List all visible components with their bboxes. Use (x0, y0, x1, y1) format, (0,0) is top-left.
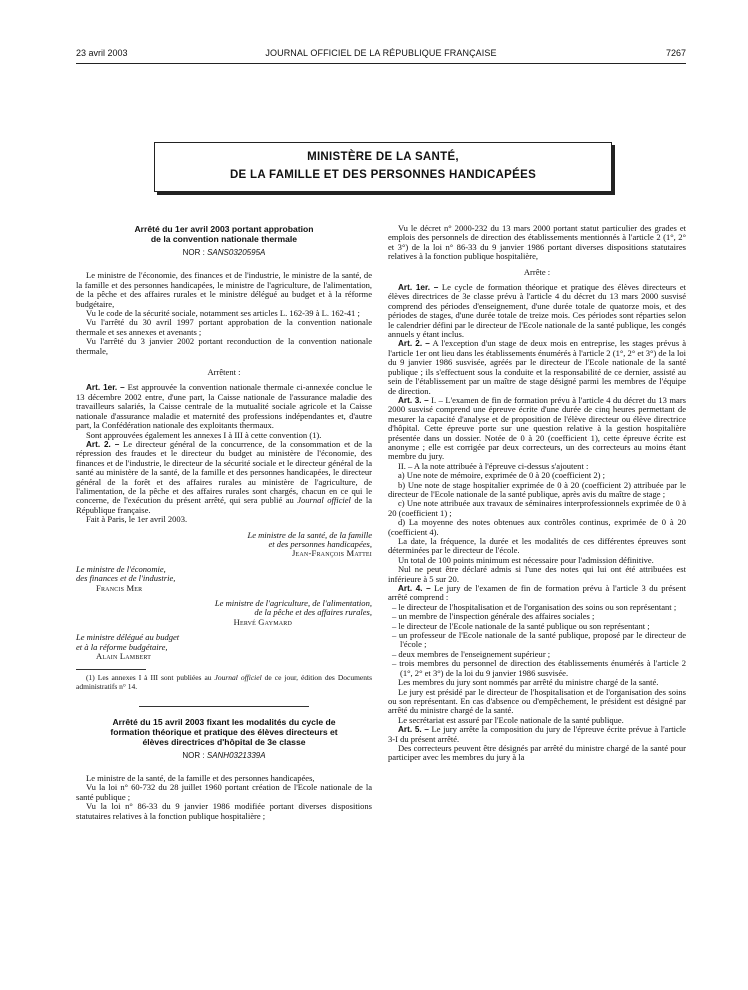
right-column (388, 224, 686, 763)
arrete2-article-3-c: c) Une note attribuée aux travaux de séminaires interprofessionnels exprimée de 0 à 20 (coefficient 1) ; (388, 498, 686, 518)
arrete2-article-4-c: Le jury est présidé par le directeur de l'hospitalisation et de l'organisation des soins ou son représentant. En cas d'absence ou d'empêchement, le président est désigné par arrêté du ministre chargé de la santé. (388, 686, 686, 716)
ministry-heading-box (154, 142, 612, 192)
arrete2-vu-2: Vu la loi n° 86-33 du 9 janvier 1986 modifiée portant diverses dispositions statutaires relatives à la fonction publique hospitalière ; (76, 801, 372, 821)
arrete1-preamble: Le ministre de l'économie, des finances et de l'industrie, le ministre de la santé, de la famille et des personnes handicapées, le ministre de l'agriculture, de l'alimentation, de la pêche et des affaires rurales et le ministre délégué au budget et à la réforme budgétaire, (76, 270, 372, 309)
arrete1-vu-2: Vu l'arrêté du 30 avril 1997 portant approbation de la convention nationale thermale et ses annexes et avenants ; (76, 317, 372, 337)
jury-member: – trois membres du personnel de direction des établissements énumérés à l'article 2 (1°, 2° et 3°) de la loi du 9 janvier 1986 susvisée. (392, 658, 686, 678)
arrete2-article-3-a: a) Une note de mémoire, exprimée de 0 à 20 (coefficient 2) ; (398, 470, 606, 481)
arrete2-title: Arrêté du 15 avril 2003 fixant les modalités du cycle de formation théorique et pratique des élèves directeurs et élèves directrices d'hôpital de 3e classe (110, 716, 338, 747)
arrete2-article-5-b: Des correcteurs peuvent être désignés par arrêté du ministre chargé de la santé pour participer avec les membres du jury à la (388, 742, 686, 763)
arrete1-vu-1: Vu le code de la sécurité sociale, notamment ses articles L. 162-39 à L. 162-41 ; (86, 308, 360, 319)
arrete1-arretent: Arrêtent : (207, 367, 241, 378)
footnote: (1) Les annexes I à III sont publiées au Journal officiel de ce jour, édition des Documents administratifs n° 14. (76, 673, 372, 692)
left-column (76, 224, 372, 821)
arrete2-article-3-ii: II. – A la note attribuée à l'épreuve ci-dessus s'ajoutent : (398, 460, 589, 471)
jury-member: – le directeur de l'hospitalisation et de l'organisation des soins ou son représentant ; (392, 601, 677, 612)
arrete1-article-2: Art. 2. – Le directeur général de la concurrence, de la consommation et de la répression des fraudes et le directeur du budget au ministère de l'économie, des finances et de l'industrie, le directeur de la sécurité sociale et le directeur général de la santé au ministère de la santé, de la famille et des personnes handicapées, le directeur général de la forêt et des affaires rurales au ministère de l'agriculture, de l'alimentation, de la pêche et des affaires rurales sont chargés, chacun en ce qui le concerne, de l'exécution du présent arrêté, qui sera publié au Journal officiel de la République française. (76, 438, 372, 515)
header-rule (76, 63, 686, 64)
arrete2-article-5: Art. 5. – Le jury arrête la composition du jury de l'épreuve écrite prévue à l'article 3-I du présent arrêté. (388, 724, 686, 744)
running-header (76, 48, 686, 62)
jury-member: – deux membres de l'enseignement supérieur ; (392, 648, 551, 659)
arrete2-article-4-b: Les membres du jury sont nommés par arrêté du ministre chargé de la santé. (398, 677, 659, 688)
arrete2-article-4: Art. 4. – Le jury de l'examen de fin de formation prévu à l'article 3 du présent arrêté comprend : (388, 583, 686, 603)
jury-member: – un professeur de l'Ecole nationale de la santé publique, proposé par le directeur de l'école ; (392, 630, 686, 650)
section-separator (139, 706, 309, 707)
footnote-rule (76, 669, 146, 670)
arrete2-article-2: Art. 2. – A l'exception d'un stage de deux mois en entreprise, les stages prévus à l'article 1er ont lieu dans les établissements énumérés à l'article 2 (1°, 2° et 3°) de la loi du 9 janvier 1986 susvisée, agréés par le directeur de l'Ecole nationale de la santé publique ; ils s'effectuent sous la conduite et la responsabilité de ce dernier, assisté au sein de l'établissement par un maître de stage désigné parmi les membres de l'équipe de direction. (388, 338, 686, 396)
jury-member: – un membre de l'inspection générale des affaires sociales ; (392, 611, 595, 622)
arrete2-vu-1: Vu la loi n° 60-732 du 28 juillet 1960 portant création de l'Ecole nationale de la santé publique ; (76, 782, 372, 802)
ministry-heading-line1: MINISTÈRE DE LA SANTÉ, (307, 151, 459, 163)
signature-agriculture: Le ministre de l'agriculture, de l'alimentation, de la pêche et des affaires rurales, Hervé Gaymard (214, 598, 372, 627)
arrete2-article-3-d: d) La moyenne des notes obtenues aux contrôles continus, exprimée de 0 à 20 (coefficient 4). (388, 517, 686, 537)
arrete2-article-3-b: b) Une note de stage hospitalier exprimée de 0 à 20 (coefficient 2) attribuée par le directeur de l'Ecole nationale de la santé publique, après avis du maître de stage ; (388, 479, 686, 499)
arrete2-article-3-e: La date, la fréquence, la durée et les modalités de ces différentes épreuves sont déterminées par le directeur de l'école. (388, 536, 686, 556)
arrete1-vu-3: Vu l'arrêté du 3 janvier 2002 portant reconduction de la convention nationale thermale, (76, 336, 372, 356)
signature-sante: Le ministre de la santé, de la famille et des personnes handicapées, Jean-François Mattei (247, 529, 372, 559)
arrete2-preamble: Le ministre de la santé, de la famille et des personnes handicapées, (86, 773, 315, 784)
arrete2-arrete: Arrête : (523, 266, 551, 277)
arrete2-vu-3: Vu le décret n° 2000-232 du 13 mars 2000 portant statut particulier des grades et emplois des personnels de direction des établissements mentionnés à l'article 2 (1°, 2° et 3°) de la loi n° 86-33 du 9 janvier 1986 portant diverses dispositions statutaires relatives à la fonction publique hospitalière, (388, 223, 686, 262)
ministry-heading-line2: DE LA FAMILLE ET DES PERSONNES HANDICAPÉES (229, 169, 537, 181)
arrete1-fait: Fait à Paris, le 1er avril 2003. (86, 514, 188, 525)
arrete1-article-1b: Sont approuvées également les annexes I à III à cette convention (1). (86, 429, 322, 440)
arrete2-article-3: Art. 3. – I. – L'examen de fin de formation prévu à l'article 4 du décret du 13 mars 2000 susvisé comprend une épreuve écrite d'une durée de cinq heures permettant de mesurer la capacité d'analyse et de proposition de l'élève directeur ou élève directrice d'hôpital. Cette épreuve porte sur une question relative à la gestion hospitalière présentée dans un dossier. Notée de 0 à 20 (coefficient 1), cette épreuve écrite est anonyme ; elle est corrigée par deux correcteurs, un des correcteurs au moins étant membre du jury. (388, 394, 686, 462)
header-page-number: 7267 (665, 48, 686, 58)
arrete2-article-3-f: Un total de 100 points minimum est nécessaire pour l'admission définitive. (398, 554, 654, 565)
arrete2-article-4-d: Le secrétariat est assuré par l'Ecole nationale de la santé publique. (398, 714, 624, 725)
header-journal-title: JOURNAL OFFICIEL DE LA RÉPUBLIQUE FRANÇAISE (265, 48, 497, 58)
arrete2-article-1: Art. 1er. – Le cycle de formation théorique et pratique des élèves directeurs et élèves directrices de 3e classe prévu à l'article 4 du décret du 13 mars 2000 susvisé comprend des périodes d'enseignement, d'une durée totale de quatorze mois, et des périodes de stages, d'une durée totale de treize mois. Ces périodes sont réparties selon le calendrier défini par le directeur de l'Ecole nationale de la santé publique, les congés annuels y étant inclus. (388, 282, 686, 340)
arrete2-article-3-g: Nul ne peut être déclaré admis si l'une des notes qui lui ont été attribuées est inférieure à 5 sur 20. (388, 564, 686, 584)
arrete1-nor: NOR : SANS0320595A (182, 248, 266, 257)
arrete1-article-1: Art. 1er. – Est approuvée la convention nationale thermale ci-annexée conclue le 13 décembre 2002 entre, d'une part, la Caisse nationale de l'assurance maladie des travailleurs salariés, la Caisse centrale de la mutualité sociale agricole et la Caisse nationale d'assurance maladie et maternité des professions indépendantes et, d'autre part, la Confédération nationale des exploitants thermaux. (76, 382, 372, 431)
header-date: 23 avril 2003 (76, 48, 128, 58)
arrete2-nor: NOR : SANH0321339A (182, 750, 266, 760)
signature-budget: Le ministre délégué au budget et à la réforme budgétaire, Alain Lambert (76, 632, 180, 662)
arrete1-title: Arrêté du 1er avril 2003 portant approbation de la convention nationale thermale (134, 224, 314, 244)
signature-economie: Le ministre de l'économie, des finances et de l'industrie, Francis Mer (76, 563, 176, 593)
jury-member: – le directeur de l'Ecole nationale de la santé publique ou son représentant ; (392, 620, 650, 631)
